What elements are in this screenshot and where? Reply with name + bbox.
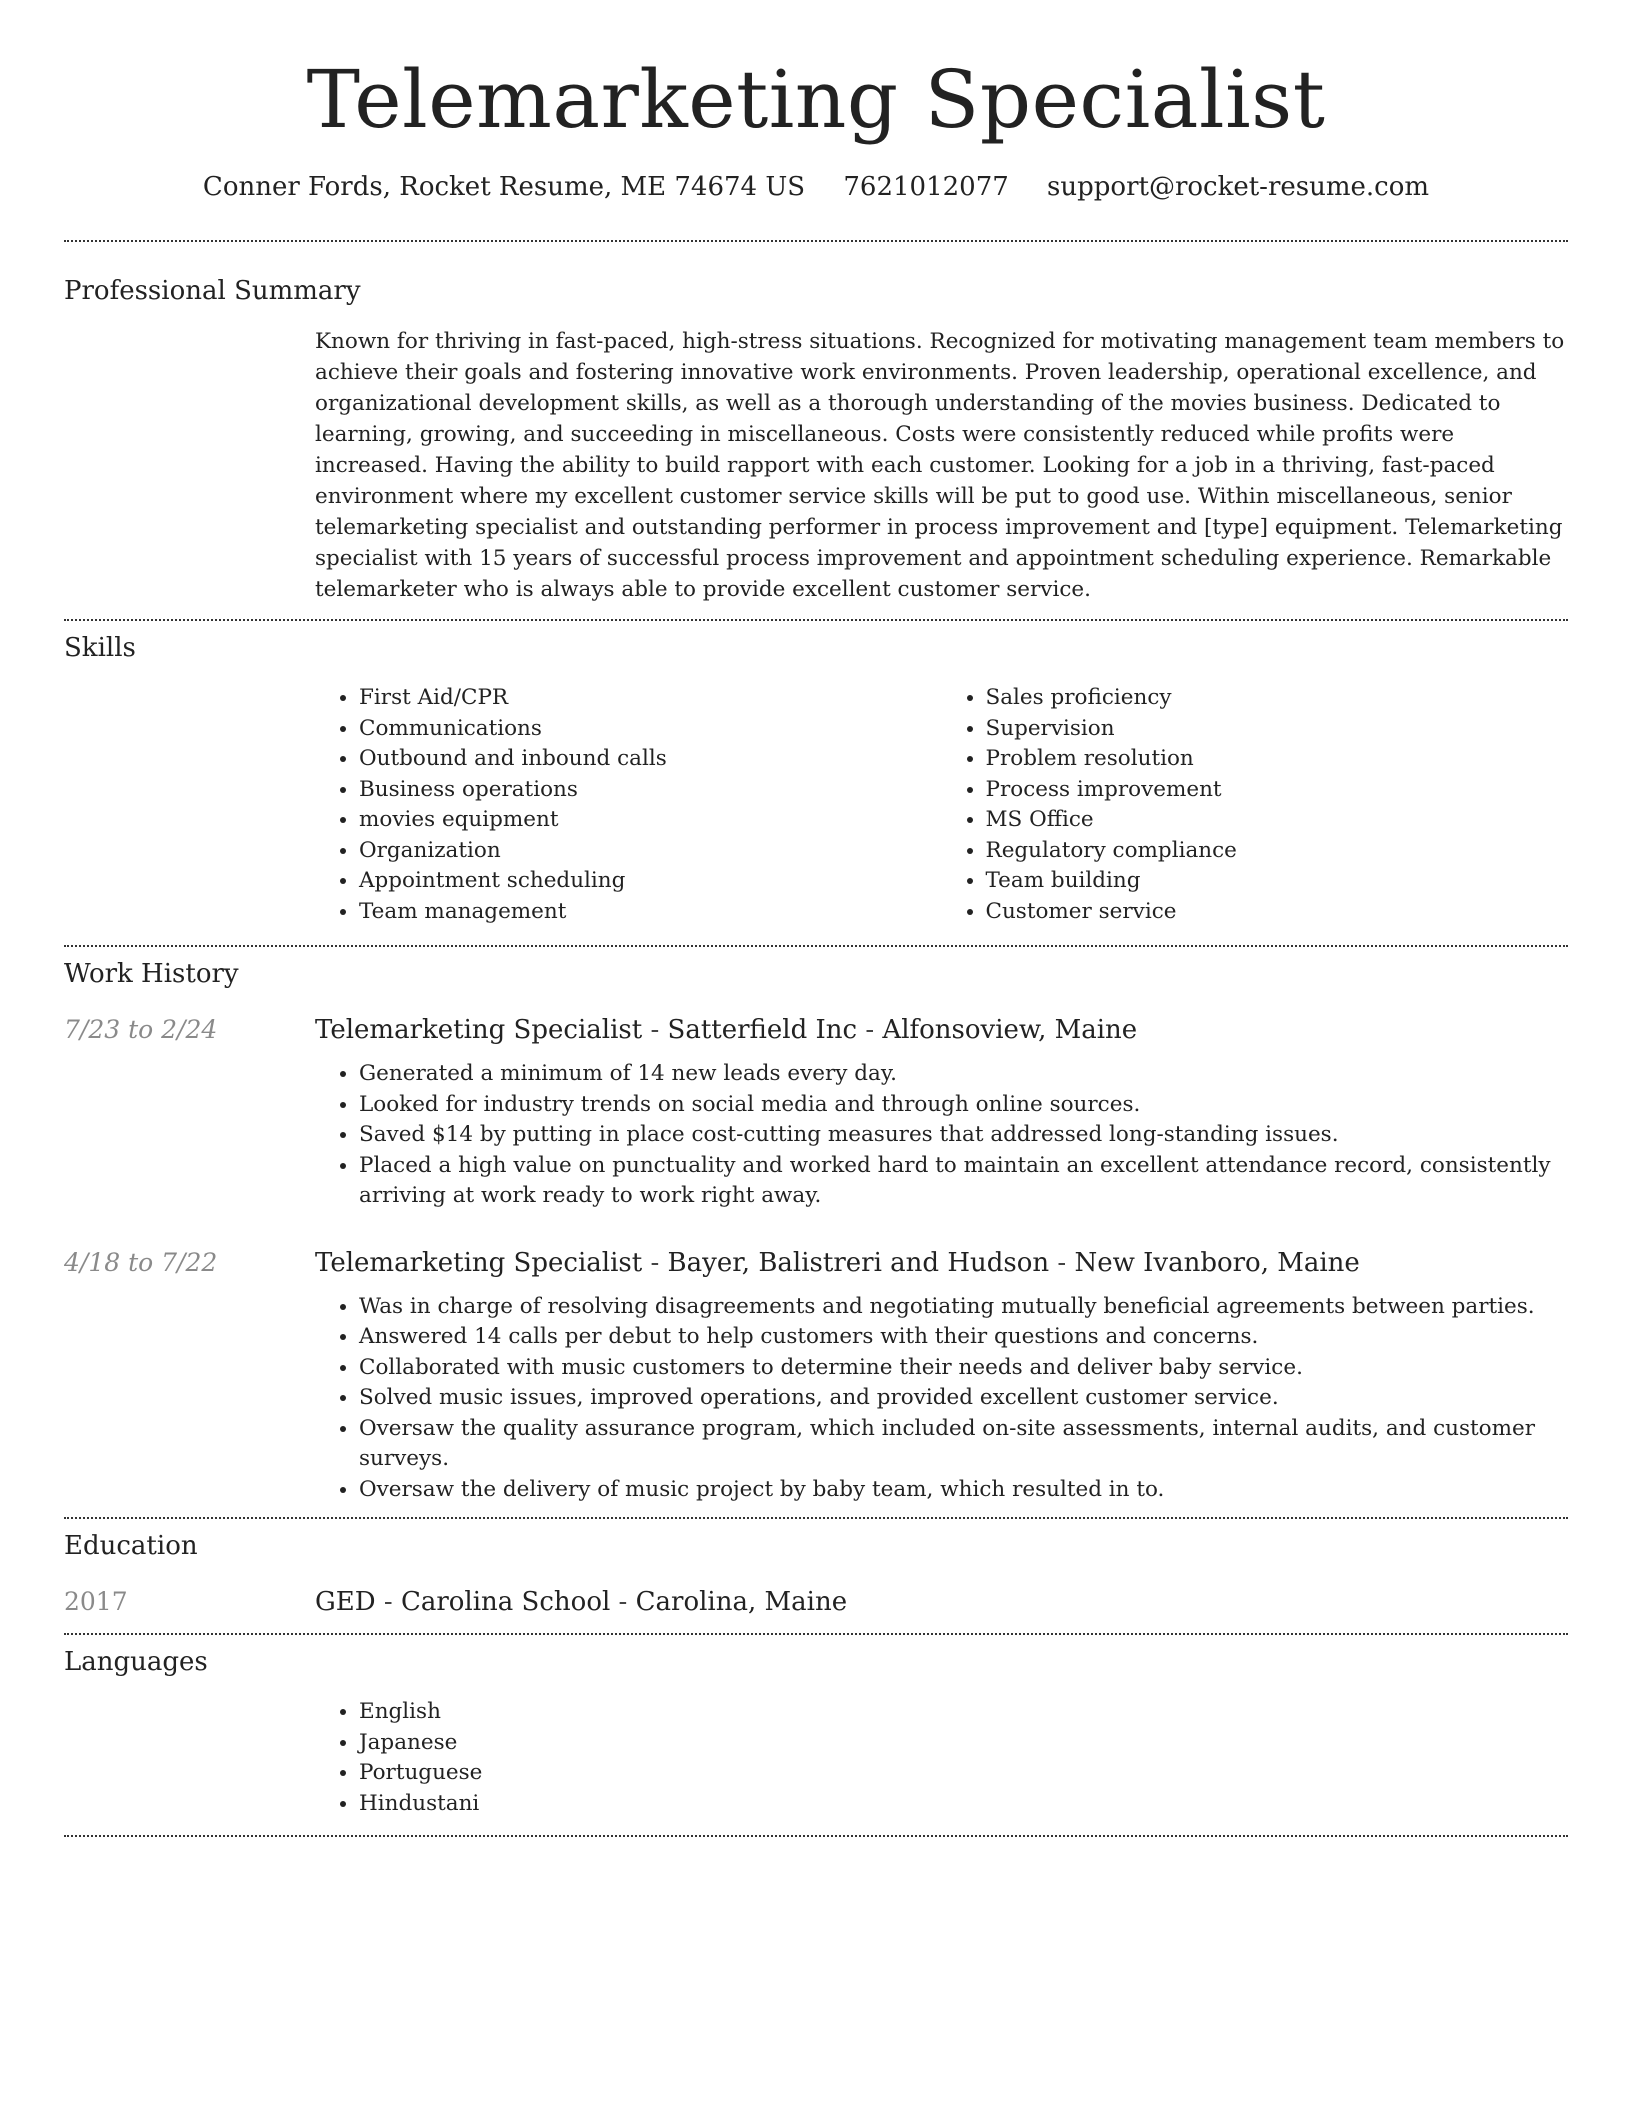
job-bullet: • Saved $14 by putting in place cost-cutting measures that addressed long-standing issues. (359, 1120, 1568, 1151)
separator: - (642, 1247, 668, 1278)
job-bullets (315, 1059, 1568, 1212)
skill-item: • movies equipment (359, 805, 942, 836)
languages-section (64, 1635, 1568, 1819)
language-item: • Japanese (359, 1728, 1568, 1759)
job-bullet: • Was in charge of resolving disagreements and negotiating mutually beneficial agreements between parties. (359, 1292, 1568, 1323)
skill-item: • Process improvement (986, 775, 1569, 806)
job-bullet: • Collaborated with music customers to determine their needs and deliver baby service. (359, 1353, 1568, 1384)
job-bullet: • Oversaw the delivery of music project by baby team, which resulted in to. (359, 1475, 1568, 1506)
skill-item: • First Aid/CPR (359, 683, 942, 714)
job-location: Alfonsoview, Maine (882, 1015, 1138, 1045)
job-role: Telemarketing Specialist (315, 1015, 643, 1045)
section-title-languages: Languages (64, 1647, 208, 1677)
job-bullet: • Looked for industry trends on social media and through online sources. (359, 1090, 1568, 1121)
contact-address: Conner Fords, Rocket Resume, ME 74674 US (202, 172, 806, 202)
section-title-skills: Skills (64, 633, 136, 663)
education-location: Carolina, Maine (635, 1587, 848, 1617)
skill-item: • Team building (986, 866, 1569, 897)
separator: - (375, 1587, 401, 1617)
language-item: • English (359, 1697, 1568, 1728)
section-title-work: Work History (64, 959, 239, 989)
job-bullet: • Solved music issues, improved operations, and provided excellent customer service. (359, 1383, 1568, 1414)
job-dates: 7/23 to 2/24 (64, 1015, 218, 1044)
job-company: Satterfield Inc (667, 1015, 858, 1045)
skills-section (64, 621, 1568, 927)
education-heading (315, 1585, 1568, 1619)
resume-title: Telemarketing Specialist (306, 53, 1326, 146)
education-degree: GED (315, 1587, 376, 1617)
skill-item: • Appointment scheduling (359, 866, 942, 897)
languages-list (315, 1697, 1568, 1819)
separator: - (857, 1015, 883, 1045)
job-heading (315, 1013, 1568, 1047)
divider (64, 1835, 1568, 1837)
job-entry (64, 1013, 1568, 1212)
job-bullet: • Answered 14 calls per debut to help customers with their questions and concerns. (359, 1322, 1568, 1353)
section-title-summary: Professional Summary (64, 276, 361, 306)
summary-section (64, 242, 1568, 605)
skill-item: • Organization (359, 836, 942, 867)
contact-line (64, 170, 1568, 204)
separator: - (1049, 1247, 1075, 1278)
skill-item: • Problem resolution (986, 744, 1569, 775)
section-title-education: Education (64, 1531, 198, 1561)
job-bullet: • Generated a minimum of 14 new leads every day. (359, 1059, 1568, 1090)
job-company: Bayer, Balistreri and Hudson (667, 1247, 1050, 1278)
skill-item: • Team management (359, 897, 942, 928)
skill-item: • Business operations (359, 775, 942, 806)
language-item: • Portuguese (359, 1758, 1568, 1789)
education-year: 2017 (64, 1587, 128, 1616)
separator: - (610, 1587, 636, 1617)
job-bullet: • Oversaw the quality assurance program, which included on-site assessments, internal audits, and customer surveys. (359, 1414, 1568, 1475)
education-section (64, 1519, 1568, 1619)
job-heading (315, 1246, 1568, 1280)
education-school: Carolina School (400, 1587, 611, 1617)
job-bullets (315, 1292, 1568, 1506)
skill-item: • Outbound and inbound calls (359, 744, 942, 775)
contact-email: support@rocket-resume.com (1047, 172, 1430, 202)
skills-list-right (942, 683, 1569, 927)
separator: - (642, 1015, 668, 1045)
language-item: • Hindustani (359, 1789, 1568, 1820)
skill-item: • Customer service (986, 897, 1569, 928)
job-location: New Ivanboro, Maine (1074, 1247, 1360, 1278)
work-history-section (64, 947, 1568, 1505)
job-entry (64, 1246, 1568, 1506)
skill-item: • Communications (359, 714, 942, 745)
job-role: Telemarketing Specialist (315, 1247, 643, 1278)
skill-item: • Regulatory compliance (986, 836, 1569, 867)
contact-phone: 7621012077 (843, 172, 1009, 202)
job-dates: 4/18 to 7/22 (64, 1247, 218, 1277)
skill-item: • Sales proficiency (986, 683, 1569, 714)
education-entry (64, 1585, 1568, 1619)
job-bullet: • Placed a high value on punctuality and worked hard to maintain an excellent attendance record, consistently arriving at work ready to work right away. (359, 1151, 1568, 1212)
skill-item: • Supervision (986, 714, 1569, 745)
skill-item: • MS Office (986, 805, 1569, 836)
skills-list-left (315, 683, 942, 927)
summary-text: Known for thriving in fast-paced, high-stress situations. Recognized for motivating management team members to achieve their goals and fostering innovative work environments. Proven leadership, operational excellence, and organizational development skills, as well as a thorough understanding of the movies business. Dedicated to learning, growing, and succeeding in miscellaneous. Costs were consistently reduced while profits were increased. Having the ability to build rapport with each customer. Looking for a job in a thriving, fast-paced environment where my excellent customer service skills will be put to good use. Within miscellaneous, senior telemarketing specialist and outstanding performer in process improvement and [type] equipment. Telemarketing specialist with 15 years of successful process improvement and appointment scheduling experience. Remarkable telemarketer who is always able to provide excellent customer service. (315, 329, 1565, 602)
